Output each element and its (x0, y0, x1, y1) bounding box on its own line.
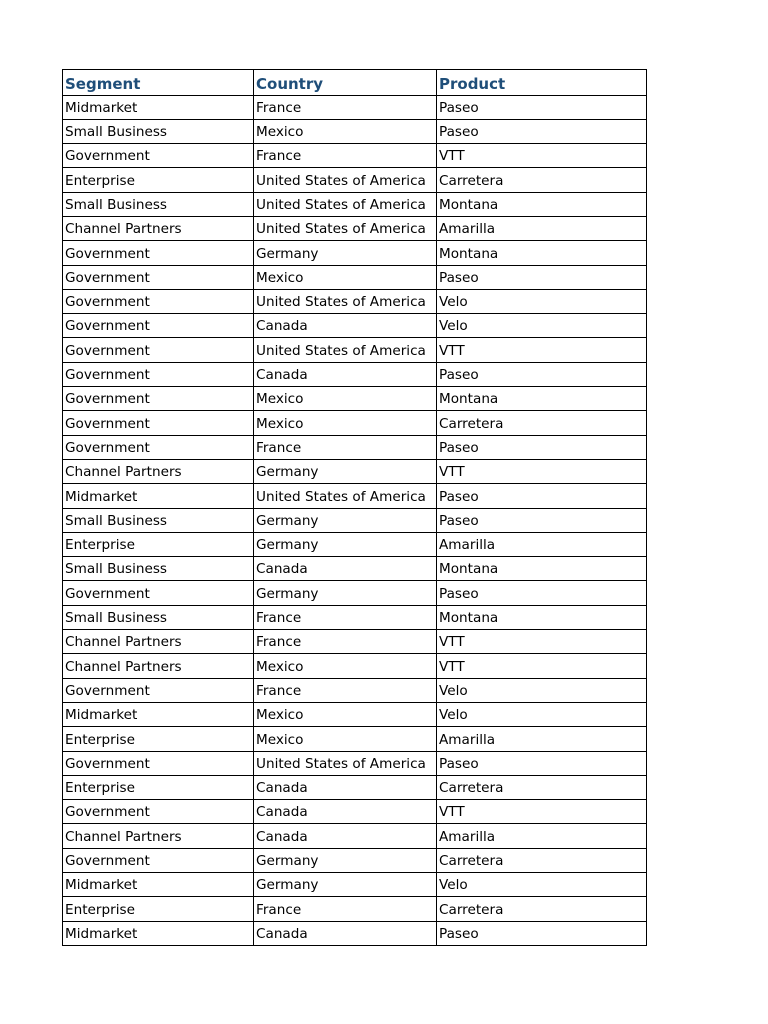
cell-product: Paseo (437, 95, 647, 119)
header-row (63, 70, 647, 96)
cell-product: Paseo (437, 508, 647, 532)
table-row (63, 435, 647, 459)
table-row (63, 119, 647, 143)
cell-product: VTT (437, 459, 647, 483)
cell-country: Canada (254, 557, 437, 581)
cell-product: Carretera (437, 168, 647, 192)
cell-product: Velo (437, 289, 647, 313)
header-country: Country (254, 70, 437, 96)
table-row (63, 241, 647, 265)
cell-country: United States of America (254, 751, 437, 775)
cell-country: United States of America (254, 289, 437, 313)
cell-segment: Channel Partners (63, 654, 254, 678)
cell-country: United States of America (254, 484, 437, 508)
cell-country: United States of America (254, 168, 437, 192)
cell-country: France (254, 95, 437, 119)
table-row (63, 848, 647, 872)
cell-segment: Government (63, 338, 254, 362)
cell-segment: Government (63, 751, 254, 775)
cell-segment: Channel Partners (63, 459, 254, 483)
cell-country: Germany (254, 581, 437, 605)
table-row (63, 581, 647, 605)
cell-segment: Government (63, 411, 254, 435)
cell-product: VTT (437, 654, 647, 678)
cell-product: Velo (437, 702, 647, 726)
cell-product: Velo (437, 678, 647, 702)
cell-country: France (254, 435, 437, 459)
table-row (63, 508, 647, 532)
table-row (63, 800, 647, 824)
cell-segment: Channel Partners (63, 630, 254, 654)
table-row (63, 192, 647, 216)
cell-segment: Government (63, 387, 254, 411)
table-row (63, 484, 647, 508)
data-table (62, 69, 647, 946)
table-row (63, 921, 647, 945)
cell-country: Germany (254, 848, 437, 872)
cell-segment: Midmarket (63, 702, 254, 726)
table-row (63, 168, 647, 192)
cell-country: Mexico (254, 119, 437, 143)
cell-segment: Midmarket (63, 873, 254, 897)
cell-country: Canada (254, 314, 437, 338)
table-row (63, 411, 647, 435)
cell-product: Paseo (437, 435, 647, 459)
table-row (63, 216, 647, 240)
cell-country: France (254, 605, 437, 629)
header-product: Product (437, 70, 647, 96)
cell-country: France (254, 897, 437, 921)
cell-product: Carretera (437, 848, 647, 872)
table-row (63, 775, 647, 799)
cell-segment: Government (63, 848, 254, 872)
cell-country: United States of America (254, 192, 437, 216)
table-row (63, 654, 647, 678)
cell-product: Velo (437, 314, 647, 338)
cell-product: Amarilla (437, 824, 647, 848)
cell-segment: Channel Partners (63, 216, 254, 240)
cell-product: Carretera (437, 411, 647, 435)
table-row (63, 95, 647, 119)
cell-product: Velo (437, 873, 647, 897)
cell-segment: Government (63, 581, 254, 605)
cell-product: Paseo (437, 921, 647, 945)
cell-country: Mexico (254, 387, 437, 411)
table-row (63, 873, 647, 897)
table-row (63, 630, 647, 654)
cell-product: Amarilla (437, 532, 647, 556)
cell-segment: Government (63, 314, 254, 338)
cell-country: France (254, 144, 437, 168)
cell-product: Montana (437, 241, 647, 265)
cell-product: Amarilla (437, 216, 647, 240)
cell-segment: Small Business (63, 557, 254, 581)
table-body (63, 95, 647, 945)
cell-country: Canada (254, 824, 437, 848)
table-row (63, 459, 647, 483)
cell-country: United States of America (254, 216, 437, 240)
cell-country: Mexico (254, 702, 437, 726)
cell-product: Carretera (437, 775, 647, 799)
cell-segment: Midmarket (63, 921, 254, 945)
cell-segment: Enterprise (63, 897, 254, 921)
cell-segment: Enterprise (63, 168, 254, 192)
cell-product: Paseo (437, 265, 647, 289)
cell-country: France (254, 678, 437, 702)
table-row (63, 338, 647, 362)
table-row (63, 144, 647, 168)
cell-country: Germany (254, 508, 437, 532)
cell-country: Mexico (254, 727, 437, 751)
cell-product: Paseo (437, 484, 647, 508)
table-row (63, 751, 647, 775)
cell-segment: Government (63, 144, 254, 168)
cell-segment: Small Business (63, 119, 254, 143)
cell-product: VTT (437, 338, 647, 362)
table-row (63, 387, 647, 411)
cell-segment: Midmarket (63, 484, 254, 508)
table-row (63, 557, 647, 581)
cell-country: France (254, 630, 437, 654)
cell-segment: Midmarket (63, 95, 254, 119)
cell-product: VTT (437, 144, 647, 168)
cell-segment: Enterprise (63, 532, 254, 556)
table-row (63, 289, 647, 313)
cell-product: Paseo (437, 119, 647, 143)
cell-product: Paseo (437, 751, 647, 775)
cell-product: Carretera (437, 897, 647, 921)
cell-segment: Government (63, 678, 254, 702)
cell-segment: Government (63, 435, 254, 459)
table-row (63, 678, 647, 702)
table-row (63, 702, 647, 726)
cell-product: VTT (437, 630, 647, 654)
cell-segment: Channel Partners (63, 824, 254, 848)
cell-country: Canada (254, 800, 437, 824)
table-row (63, 314, 647, 338)
cell-segment: Small Business (63, 605, 254, 629)
cell-segment: Small Business (63, 508, 254, 532)
cell-segment: Small Business (63, 192, 254, 216)
header-segment: Segment (63, 70, 254, 96)
cell-product: Paseo (437, 362, 647, 386)
cell-country: Mexico (254, 411, 437, 435)
cell-country: Canada (254, 775, 437, 799)
table-row (63, 727, 647, 751)
cell-product: Montana (437, 192, 647, 216)
cell-country: Mexico (254, 265, 437, 289)
cell-country: Mexico (254, 654, 437, 678)
table-row (63, 897, 647, 921)
table-row (63, 532, 647, 556)
table-row (63, 265, 647, 289)
table-row (63, 605, 647, 629)
cell-country: Germany (254, 241, 437, 265)
cell-country: Germany (254, 873, 437, 897)
cell-product: Montana (437, 557, 647, 581)
cell-product: Montana (437, 387, 647, 411)
cell-product: Amarilla (437, 727, 647, 751)
cell-product: VTT (437, 800, 647, 824)
cell-country: Canada (254, 362, 437, 386)
cell-product: Paseo (437, 581, 647, 605)
cell-segment: Government (63, 265, 254, 289)
table-row (63, 824, 647, 848)
cell-segment: Government (63, 241, 254, 265)
cell-product: Montana (437, 605, 647, 629)
cell-country: Germany (254, 532, 437, 556)
cell-segment: Government (63, 289, 254, 313)
cell-segment: Enterprise (63, 775, 254, 799)
cell-country: United States of America (254, 338, 437, 362)
cell-country: Germany (254, 459, 437, 483)
table-row (63, 362, 647, 386)
cell-country: Canada (254, 921, 437, 945)
cell-segment: Enterprise (63, 727, 254, 751)
cell-segment: Government (63, 800, 254, 824)
cell-segment: Government (63, 362, 254, 386)
